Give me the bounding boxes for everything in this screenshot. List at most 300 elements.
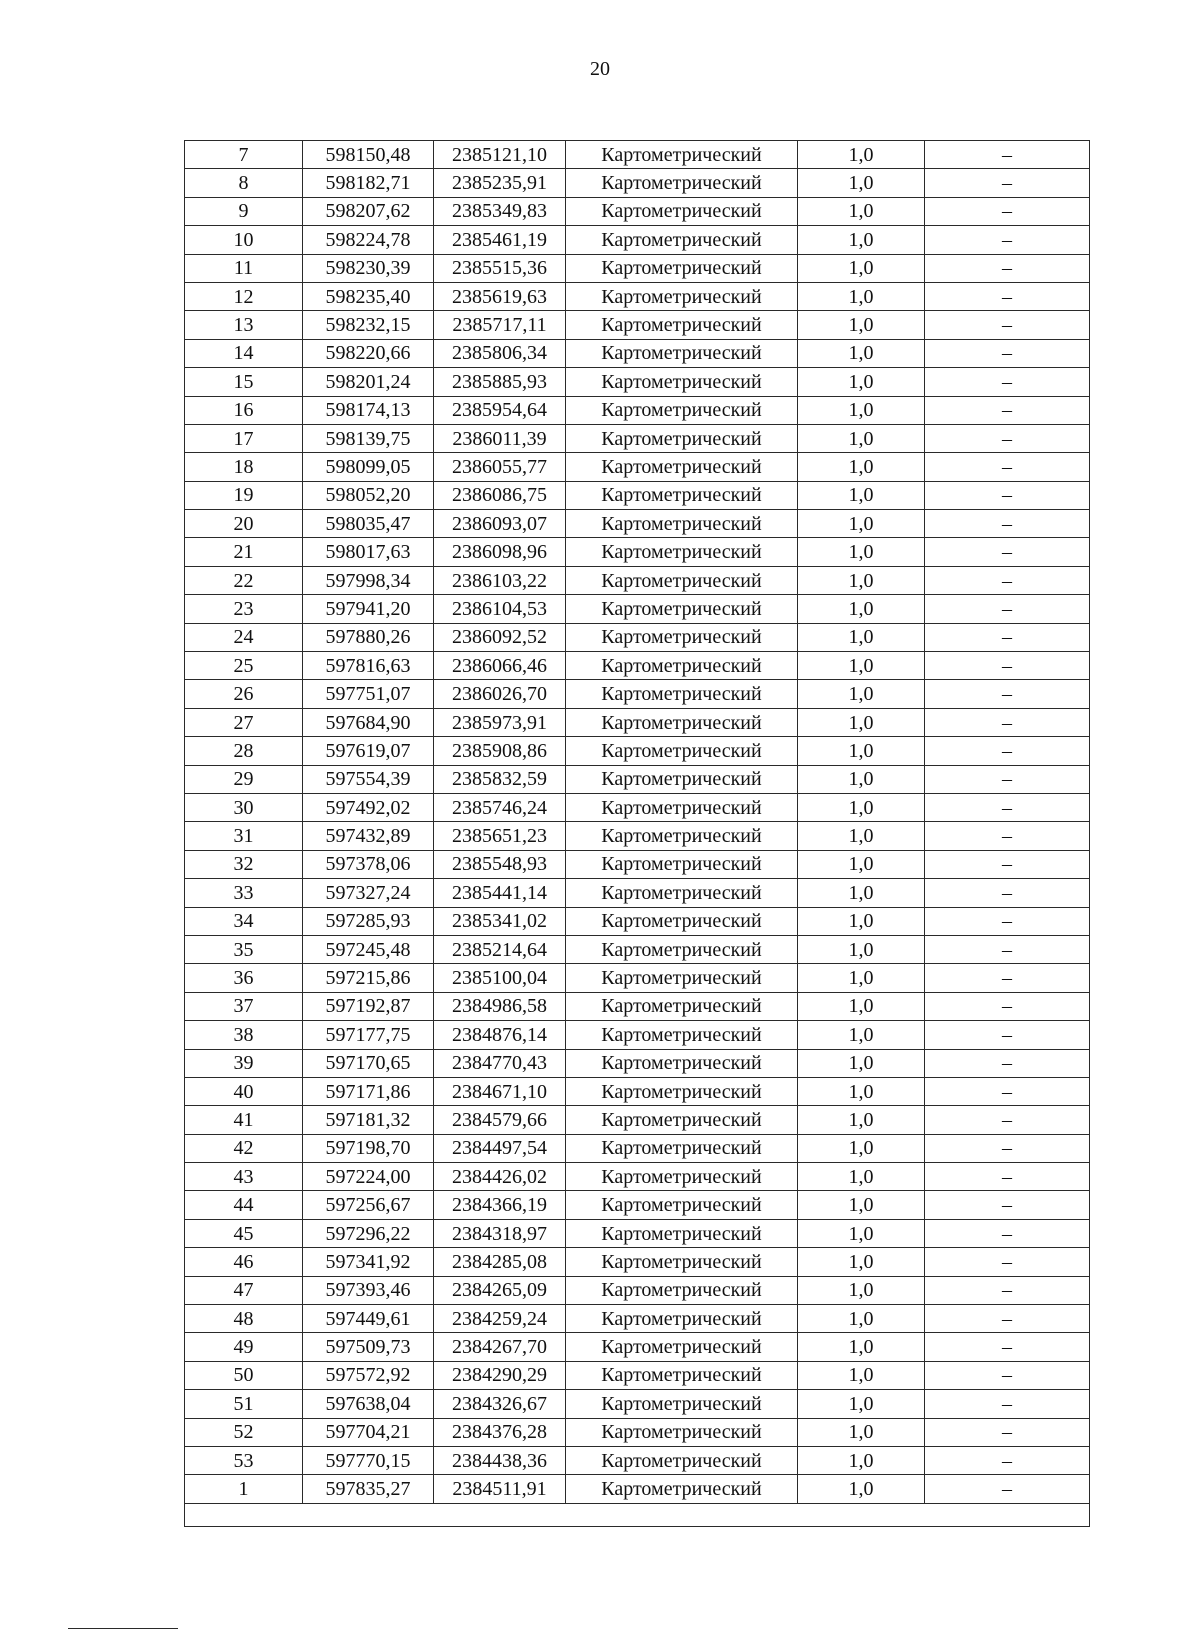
accuracy-cell: 1,0 [798, 566, 925, 594]
y-coordinate-cell: 2385441,14 [434, 879, 566, 907]
description-cell: – [925, 339, 1090, 367]
method-cell: Картометрический [566, 992, 798, 1020]
description-cell: – [925, 765, 1090, 793]
point-number-cell: 33 [185, 879, 303, 907]
x-coordinate-cell: 597880,26 [303, 623, 434, 651]
y-coordinate-cell: 2384438,36 [434, 1446, 566, 1474]
accuracy-cell: 1,0 [798, 311, 925, 339]
method-cell: Картометрический [566, 1418, 798, 1446]
y-coordinate-cell: 2384511,91 [434, 1475, 566, 1503]
method-cell: Картометрический [566, 368, 798, 396]
y-coordinate-cell: 2386104,53 [434, 595, 566, 623]
table-row [185, 1276, 1090, 1304]
point-number-cell: 11 [185, 254, 303, 282]
point-number-cell: 29 [185, 765, 303, 793]
description-cell: – [925, 396, 1090, 424]
method-cell: Картометрический [566, 1163, 798, 1191]
point-number-cell: 35 [185, 935, 303, 963]
table-row [185, 680, 1090, 708]
accuracy-cell: 1,0 [798, 822, 925, 850]
description-cell: – [925, 1163, 1090, 1191]
accuracy-cell: 1,0 [798, 935, 925, 963]
y-coordinate-cell: 2384366,19 [434, 1191, 566, 1219]
description-cell: – [925, 1219, 1090, 1247]
point-number-cell: 8 [185, 169, 303, 197]
x-coordinate-cell: 597684,90 [303, 708, 434, 736]
x-coordinate-cell: 598182,71 [303, 169, 434, 197]
method-cell: Картометрический [566, 510, 798, 538]
y-coordinate-cell: 2385806,34 [434, 339, 566, 367]
method-cell: Картометрический [566, 1390, 798, 1418]
table-row [185, 850, 1090, 878]
point-number-cell: 45 [185, 1219, 303, 1247]
point-number-cell: 15 [185, 368, 303, 396]
description-cell: – [925, 879, 1090, 907]
y-coordinate-cell: 2384671,10 [434, 1077, 566, 1105]
x-coordinate-cell: 598052,20 [303, 481, 434, 509]
accuracy-cell: 1,0 [798, 1390, 925, 1418]
point-number-cell: 16 [185, 396, 303, 424]
x-coordinate-cell: 597554,39 [303, 765, 434, 793]
description-cell: – [925, 1475, 1090, 1503]
table-row [185, 1418, 1090, 1446]
point-number-cell: 25 [185, 652, 303, 680]
accuracy-cell: 1,0 [798, 169, 925, 197]
point-number-cell: 31 [185, 822, 303, 850]
table-row [185, 169, 1090, 197]
x-coordinate-cell: 597619,07 [303, 737, 434, 765]
table-row [185, 254, 1090, 282]
table-row [185, 339, 1090, 367]
x-coordinate-cell: 598017,63 [303, 538, 434, 566]
point-number-cell: 38 [185, 1021, 303, 1049]
method-cell: Картометрический [566, 793, 798, 821]
point-number-cell: 51 [185, 1390, 303, 1418]
point-number-cell: 39 [185, 1049, 303, 1077]
x-coordinate-cell: 597245,48 [303, 935, 434, 963]
method-cell: Картометрический [566, 822, 798, 850]
description-cell: – [925, 1077, 1090, 1105]
table-row [185, 481, 1090, 509]
method-cell: Картометрический [566, 1475, 798, 1503]
description-cell: – [925, 793, 1090, 821]
x-coordinate-cell: 598220,66 [303, 339, 434, 367]
description-cell: – [925, 1333, 1090, 1361]
y-coordinate-cell: 2384326,67 [434, 1390, 566, 1418]
x-coordinate-cell: 598230,39 [303, 254, 434, 282]
description-cell: – [925, 652, 1090, 680]
accuracy-cell: 1,0 [798, 964, 925, 992]
y-coordinate-cell: 2386092,52 [434, 623, 566, 651]
y-coordinate-cell: 2385341,02 [434, 907, 566, 935]
x-coordinate-cell: 597816,63 [303, 652, 434, 680]
table-row [185, 1333, 1090, 1361]
point-number-cell: 23 [185, 595, 303, 623]
y-coordinate-cell: 2385832,59 [434, 765, 566, 793]
method-cell: Картометрический [566, 169, 798, 197]
table-row [185, 1163, 1090, 1191]
x-coordinate-cell: 598099,05 [303, 453, 434, 481]
table-row [185, 879, 1090, 907]
accuracy-cell: 1,0 [798, 1276, 925, 1304]
table-row [185, 1021, 1090, 1049]
accuracy-cell: 1,0 [798, 453, 925, 481]
description-cell: – [925, 708, 1090, 736]
method-cell: Картометрический [566, 339, 798, 367]
table-row [185, 907, 1090, 935]
description-cell: – [925, 1446, 1090, 1474]
y-coordinate-cell: 2384290,29 [434, 1361, 566, 1389]
accuracy-cell: 1,0 [798, 1361, 925, 1389]
accuracy-cell: 1,0 [798, 282, 925, 310]
description-cell: – [925, 141, 1090, 169]
table-row [185, 737, 1090, 765]
point-number-cell: 9 [185, 197, 303, 225]
method-cell: Картометрический [566, 595, 798, 623]
description-cell: – [925, 254, 1090, 282]
accuracy-cell: 1,0 [798, 226, 925, 254]
x-coordinate-cell: 597256,67 [303, 1191, 434, 1219]
x-coordinate-cell: 597998,34 [303, 566, 434, 594]
table-empty-cell [185, 1503, 1090, 1526]
description-cell: – [925, 1021, 1090, 1049]
method-cell: Картометрический [566, 1276, 798, 1304]
description-cell: – [925, 992, 1090, 1020]
y-coordinate-cell: 2385100,04 [434, 964, 566, 992]
y-coordinate-cell: 2385461,19 [434, 226, 566, 254]
point-number-cell: 46 [185, 1248, 303, 1276]
method-cell: Картометрический [566, 1333, 798, 1361]
table-row [185, 765, 1090, 793]
footnote-divider [68, 1628, 178, 1629]
method-cell: Картометрический [566, 254, 798, 282]
accuracy-cell: 1,0 [798, 1163, 925, 1191]
method-cell: Картометрический [566, 1106, 798, 1134]
x-coordinate-cell: 597170,65 [303, 1049, 434, 1077]
point-number-cell: 41 [185, 1106, 303, 1134]
y-coordinate-cell: 2386103,22 [434, 566, 566, 594]
y-coordinate-cell: 2385717,11 [434, 311, 566, 339]
method-cell: Картометрический [566, 424, 798, 452]
y-coordinate-cell: 2386086,75 [434, 481, 566, 509]
point-number-cell: 7 [185, 141, 303, 169]
description-cell: – [925, 1049, 1090, 1077]
table-row [185, 566, 1090, 594]
accuracy-cell: 1,0 [798, 1219, 925, 1247]
table-row [185, 282, 1090, 310]
x-coordinate-cell: 597198,70 [303, 1134, 434, 1162]
method-cell: Картометрический [566, 1305, 798, 1333]
accuracy-cell: 1,0 [798, 510, 925, 538]
table-row [185, 1049, 1090, 1077]
table-row [185, 595, 1090, 623]
method-cell: Картометрический [566, 453, 798, 481]
method-cell: Картометрический [566, 1446, 798, 1474]
point-number-cell: 30 [185, 793, 303, 821]
x-coordinate-cell: 598201,24 [303, 368, 434, 396]
accuracy-cell: 1,0 [798, 850, 925, 878]
accuracy-cell: 1,0 [798, 1021, 925, 1049]
description-cell: – [925, 1248, 1090, 1276]
accuracy-cell: 1,0 [798, 1418, 925, 1446]
x-coordinate-cell: 597296,22 [303, 1219, 434, 1247]
accuracy-cell: 1,0 [798, 907, 925, 935]
x-coordinate-cell: 598035,47 [303, 510, 434, 538]
description-cell: – [925, 850, 1090, 878]
point-number-cell: 21 [185, 538, 303, 566]
description-cell: – [925, 1134, 1090, 1162]
table-empty-row [185, 1503, 1090, 1526]
x-coordinate-cell: 597224,00 [303, 1163, 434, 1191]
x-coordinate-cell: 597327,24 [303, 879, 434, 907]
method-cell: Картометрический [566, 566, 798, 594]
x-coordinate-cell: 597751,07 [303, 680, 434, 708]
y-coordinate-cell: 2384497,54 [434, 1134, 566, 1162]
coordinates-table-container [184, 140, 1089, 1527]
method-cell: Картометрический [566, 935, 798, 963]
x-coordinate-cell: 597341,92 [303, 1248, 434, 1276]
x-coordinate-cell: 597770,15 [303, 1446, 434, 1474]
y-coordinate-cell: 2385515,36 [434, 254, 566, 282]
description-cell: – [925, 282, 1090, 310]
x-coordinate-cell: 597215,86 [303, 964, 434, 992]
accuracy-cell: 1,0 [798, 1049, 925, 1077]
point-number-cell: 53 [185, 1446, 303, 1474]
point-number-cell: 49 [185, 1333, 303, 1361]
accuracy-cell: 1,0 [798, 339, 925, 367]
y-coordinate-cell: 2384579,66 [434, 1106, 566, 1134]
y-coordinate-cell: 2385214,64 [434, 935, 566, 963]
description-cell: – [925, 964, 1090, 992]
method-cell: Картометрический [566, 1049, 798, 1077]
point-number-cell: 12 [185, 282, 303, 310]
description-cell: – [925, 822, 1090, 850]
point-number-cell: 28 [185, 737, 303, 765]
method-cell: Картометрический [566, 907, 798, 935]
accuracy-cell: 1,0 [798, 481, 925, 509]
y-coordinate-cell: 2385973,91 [434, 708, 566, 736]
method-cell: Картометрический [566, 850, 798, 878]
accuracy-cell: 1,0 [798, 1305, 925, 1333]
accuracy-cell: 1,0 [798, 254, 925, 282]
method-cell: Картометрический [566, 1134, 798, 1162]
y-coordinate-cell: 2385235,91 [434, 169, 566, 197]
description-cell: – [925, 1276, 1090, 1304]
accuracy-cell: 1,0 [798, 992, 925, 1020]
table-row [185, 141, 1090, 169]
point-number-cell: 20 [185, 510, 303, 538]
accuracy-cell: 1,0 [798, 538, 925, 566]
y-coordinate-cell: 2385954,64 [434, 396, 566, 424]
method-cell: Картометрический [566, 311, 798, 339]
method-cell: Картометрический [566, 652, 798, 680]
x-coordinate-cell: 597378,06 [303, 850, 434, 878]
accuracy-cell: 1,0 [798, 1106, 925, 1134]
description-cell: – [925, 481, 1090, 509]
x-coordinate-cell: 597835,27 [303, 1475, 434, 1503]
method-cell: Картометрический [566, 1248, 798, 1276]
point-number-cell: 50 [185, 1361, 303, 1389]
description-cell: – [925, 680, 1090, 708]
point-number-cell: 22 [185, 566, 303, 594]
table-row [185, 623, 1090, 651]
y-coordinate-cell: 2385121,10 [434, 141, 566, 169]
y-coordinate-cell: 2386098,96 [434, 538, 566, 566]
description-cell: – [925, 566, 1090, 594]
accuracy-cell: 1,0 [798, 793, 925, 821]
description-cell: – [925, 311, 1090, 339]
table-row [185, 1191, 1090, 1219]
x-coordinate-cell: 598207,62 [303, 197, 434, 225]
accuracy-cell: 1,0 [798, 879, 925, 907]
description-cell: – [925, 1418, 1090, 1446]
y-coordinate-cell: 2385746,24 [434, 793, 566, 821]
point-number-cell: 10 [185, 226, 303, 254]
x-coordinate-cell: 597638,04 [303, 1390, 434, 1418]
table-row [185, 538, 1090, 566]
point-number-cell: 34 [185, 907, 303, 935]
accuracy-cell: 1,0 [798, 765, 925, 793]
method-cell: Картометрический [566, 1219, 798, 1247]
table-row [185, 935, 1090, 963]
description-cell: – [925, 424, 1090, 452]
description-cell: – [925, 368, 1090, 396]
y-coordinate-cell: 2385619,63 [434, 282, 566, 310]
method-cell: Картометрический [566, 197, 798, 225]
y-coordinate-cell: 2384285,08 [434, 1248, 566, 1276]
description-cell: – [925, 453, 1090, 481]
y-coordinate-cell: 2385548,93 [434, 850, 566, 878]
accuracy-cell: 1,0 [798, 1248, 925, 1276]
accuracy-cell: 1,0 [798, 1191, 925, 1219]
table-row [185, 708, 1090, 736]
accuracy-cell: 1,0 [798, 1475, 925, 1503]
table-row [185, 1134, 1090, 1162]
method-cell: Картометрический [566, 226, 798, 254]
point-number-cell: 13 [185, 311, 303, 339]
point-number-cell: 40 [185, 1077, 303, 1105]
accuracy-cell: 1,0 [798, 1333, 925, 1361]
accuracy-cell: 1,0 [798, 595, 925, 623]
y-coordinate-cell: 2386093,07 [434, 510, 566, 538]
x-coordinate-cell: 597492,02 [303, 793, 434, 821]
y-coordinate-cell: 2385885,93 [434, 368, 566, 396]
x-coordinate-cell: 597177,75 [303, 1021, 434, 1049]
table-row [185, 453, 1090, 481]
method-cell: Картометрический [566, 141, 798, 169]
method-cell: Картометрический [566, 623, 798, 651]
point-number-cell: 43 [185, 1163, 303, 1191]
x-coordinate-cell: 597171,86 [303, 1077, 434, 1105]
page-number: 20 [590, 58, 610, 80]
x-coordinate-cell: 597704,21 [303, 1418, 434, 1446]
point-number-cell: 26 [185, 680, 303, 708]
accuracy-cell: 1,0 [798, 680, 925, 708]
description-cell: – [925, 1106, 1090, 1134]
accuracy-cell: 1,0 [798, 396, 925, 424]
description-cell: – [925, 1361, 1090, 1389]
method-cell: Картометрический [566, 282, 798, 310]
method-cell: Картометрический [566, 396, 798, 424]
table-row [185, 197, 1090, 225]
point-number-cell: 32 [185, 850, 303, 878]
table-row [185, 1106, 1090, 1134]
description-cell: – [925, 623, 1090, 651]
accuracy-cell: 1,0 [798, 623, 925, 651]
description-cell: – [925, 737, 1090, 765]
accuracy-cell: 1,0 [798, 424, 925, 452]
table-row [185, 652, 1090, 680]
method-cell: Картометрический [566, 765, 798, 793]
method-cell: Картометрический [566, 481, 798, 509]
table-row [185, 311, 1090, 339]
method-cell: Картометрический [566, 1191, 798, 1219]
description-cell: – [925, 1390, 1090, 1418]
table-row [185, 1390, 1090, 1418]
accuracy-cell: 1,0 [798, 708, 925, 736]
point-number-cell: 48 [185, 1305, 303, 1333]
x-coordinate-cell: 597572,92 [303, 1361, 434, 1389]
point-number-cell: 52 [185, 1418, 303, 1446]
x-coordinate-cell: 597432,89 [303, 822, 434, 850]
y-coordinate-cell: 2384267,70 [434, 1333, 566, 1361]
point-number-cell: 19 [185, 481, 303, 509]
point-number-cell: 27 [185, 708, 303, 736]
y-coordinate-cell: 2384986,58 [434, 992, 566, 1020]
table-row [185, 1361, 1090, 1389]
point-number-cell: 24 [185, 623, 303, 651]
method-cell: Картометрический [566, 538, 798, 566]
method-cell: Картометрический [566, 1021, 798, 1049]
point-number-cell: 37 [185, 992, 303, 1020]
method-cell: Картометрический [566, 737, 798, 765]
description-cell: – [925, 226, 1090, 254]
accuracy-cell: 1,0 [798, 1134, 925, 1162]
accuracy-cell: 1,0 [798, 197, 925, 225]
method-cell: Картометрический [566, 1361, 798, 1389]
x-coordinate-cell: 597509,73 [303, 1333, 434, 1361]
method-cell: Картометрический [566, 708, 798, 736]
table-row [185, 992, 1090, 1020]
y-coordinate-cell: 2386026,70 [434, 680, 566, 708]
y-coordinate-cell: 2384770,43 [434, 1049, 566, 1077]
table-row [185, 396, 1090, 424]
point-number-cell: 1 [185, 1475, 303, 1503]
y-coordinate-cell: 2384426,02 [434, 1163, 566, 1191]
point-number-cell: 42 [185, 1134, 303, 1162]
description-cell: – [925, 197, 1090, 225]
point-number-cell: 36 [185, 964, 303, 992]
method-cell: Картометрический [566, 680, 798, 708]
y-coordinate-cell: 2384259,24 [434, 1305, 566, 1333]
table-row [185, 1305, 1090, 1333]
coordinates-table [184, 140, 1090, 1527]
x-coordinate-cell: 597449,61 [303, 1305, 434, 1333]
point-number-cell: 14 [185, 339, 303, 367]
accuracy-cell: 1,0 [798, 652, 925, 680]
table-row [185, 226, 1090, 254]
y-coordinate-cell: 2385349,83 [434, 197, 566, 225]
description-cell: – [925, 1191, 1090, 1219]
point-number-cell: 47 [185, 1276, 303, 1304]
accuracy-cell: 1,0 [798, 1077, 925, 1105]
x-coordinate-cell: 597285,93 [303, 907, 434, 935]
description-cell: – [925, 907, 1090, 935]
accuracy-cell: 1,0 [798, 368, 925, 396]
y-coordinate-cell: 2384265,09 [434, 1276, 566, 1304]
y-coordinate-cell: 2385908,86 [434, 737, 566, 765]
method-cell: Картометрический [566, 879, 798, 907]
